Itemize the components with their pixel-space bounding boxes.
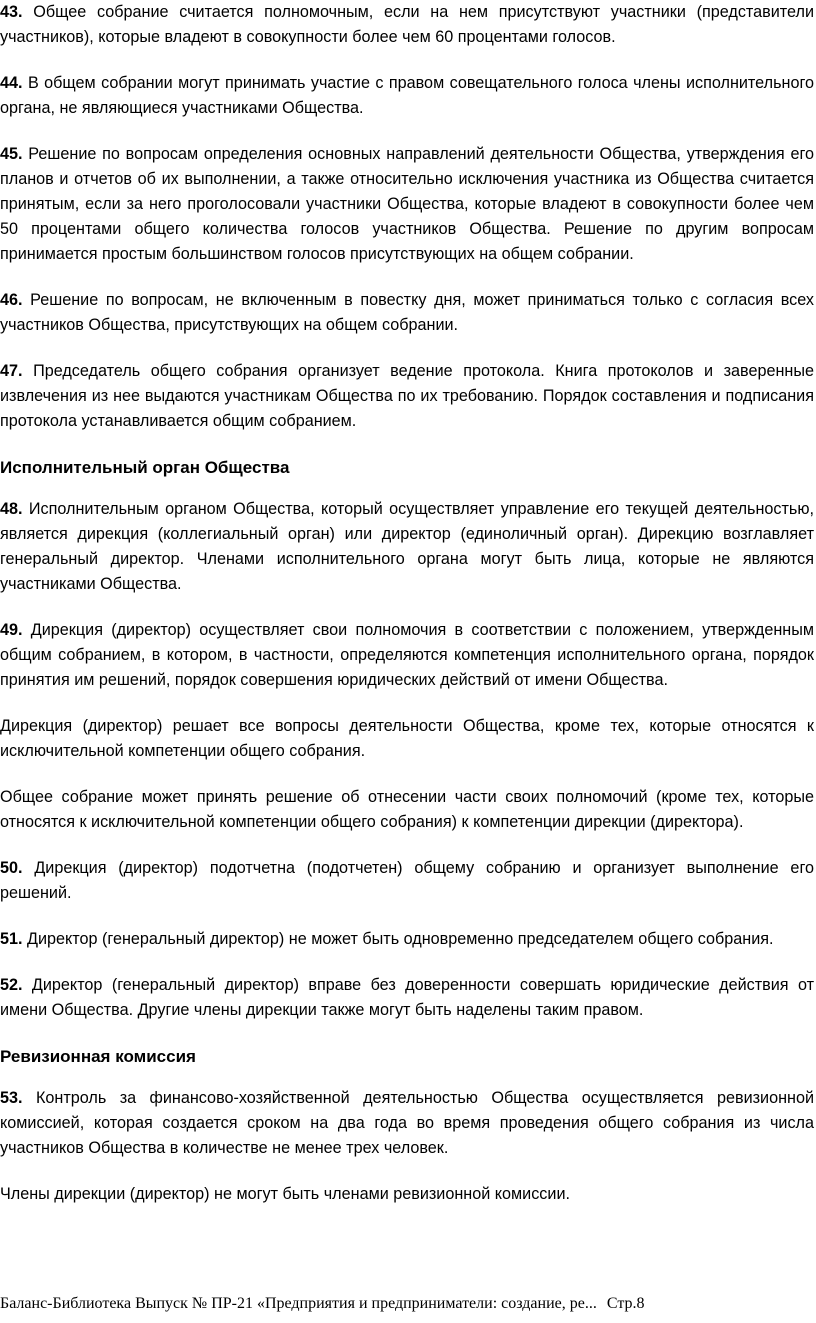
- paragraph-text: Решение по вопросам определения основных направлений деятельности Общества, утверждения его планов и отчетов об их выполнении, а также относительно исключения участника из Общества считается принятым, если за него проголосовали участники Общества, которые владеют в совокупности более чем 50 процентами общего количества голосов участников Общества. Решение по другим вопросам принимается простым большинством голосов присутствующих на общем собрании.: [0, 145, 814, 263]
- paragraph-46: [0, 288, 814, 338]
- paragraph-number: 51.: [0, 930, 23, 948]
- section-heading-executive-body: Исполнительный орган Общества: [0, 458, 290, 477]
- paragraph-text: Дирекция (директор) подотчетна (подотчетен) общему собранию и организует выполнение его решений.: [0, 859, 814, 902]
- section-heading-audit-commission: Ревизионная комиссия: [0, 1047, 196, 1066]
- paragraph-number: 50.: [0, 859, 23, 877]
- paragraph-51: [0, 927, 814, 952]
- paragraph-43: [0, 0, 814, 50]
- paragraph-number: 49.: [0, 621, 23, 639]
- paragraph-number: 45.: [0, 145, 23, 163]
- paragraph-50: [0, 856, 814, 906]
- paragraph-text: В общем собрании могут принимать участие с правом совещательного голоса члены исполнительного органа, не являющиеся участниками Общества.: [0, 74, 814, 117]
- paragraph-49-continued-2: Общее собрание может принять решение об отнесении части своих полномочий (кроме тех, которые относятся к исключительной компетенции общего собрания) к компетенции дирекции (директора).: [0, 788, 814, 831]
- paragraph-text: Председатель общего собрания организует ведение протокола. Книга протоколов и заверенные извлечения из нее выдаются участникам Общества по их требованию. Порядок составления и подписания протокола устанавливается общим собранием.: [0, 362, 815, 430]
- footer-source-title: Баланс-Библиотека Выпуск № ПР-21 «Предприятия и предприниматели: создание, ре...: [0, 1295, 597, 1312]
- paragraph-text: Решение по вопросам, не включенным в повестку дня, может приниматься только с согласия всех участников Общества, присутствующих на общем собрании.: [0, 291, 815, 334]
- paragraph-47: [0, 359, 814, 434]
- paragraph-text: Исполнительным органом Общества, который осуществляет управление его текущей деятельностью, является дирекция (коллегиальный орган) или директор (единоличный орган). Дирекцию возглавляет генеральный директор. Членами исполнительного органа могут быть лица, которые не являются участниками Общества.: [0, 500, 815, 593]
- paragraph-49-continued-1: Дирекция (директор) решает все вопросы деятельности Общества, кроме тех, которые относятся к исключительной компетенции общего собрания.: [0, 717, 814, 760]
- paragraph-text: Контроль за финансово-хозяйственной деятельностью Общества осуществляется ревизионной комиссией, которая создается сроком на два года во время проведения общего собрания из числа участников Общества в количестве не менее трех человек.: [0, 1089, 815, 1157]
- paragraph-number: 46.: [0, 291, 23, 309]
- paragraph-45: [0, 142, 814, 267]
- paragraph-49: [0, 618, 814, 693]
- paragraph-52: [0, 973, 814, 1023]
- paragraph-number: 48.: [0, 500, 23, 518]
- paragraph-text: Директор (генеральный директор) вправе без доверенности совершать юридические действия от имени Общества. Другие члены дирекции также могут быть наделены таким правом.: [0, 976, 814, 1019]
- paragraph-44: [0, 71, 814, 121]
- page-footer: [0, 1294, 816, 1314]
- paragraph-text: Дирекция (директор) осуществляет свои полномочия в соответствии с положением, утвержденным общим собранием, в котором, в частности, определяются компетенция исполнительного органа, порядок принятия им решений, порядок совершения юридических действий от имени Общества.: [0, 621, 815, 689]
- paragraph-53-continued: Члены дирекции (директор) не могут быть членами ревизионной комиссии.: [0, 1185, 570, 1203]
- paragraph-text: Общее собрание считается полномочным, если на нем присутствуют участники (представители участников), которые владеют в совокупности более чем 60 процентами голосов.: [0, 3, 814, 46]
- paragraph-48: [0, 497, 814, 597]
- paragraph-number: 53.: [0, 1089, 23, 1107]
- paragraph-number: 52.: [0, 976, 23, 994]
- footer-page-number: Стр.8: [606, 1295, 645, 1312]
- paragraph-number: 44.: [0, 74, 23, 92]
- paragraph-number: 43.: [0, 3, 23, 21]
- paragraph-53: [0, 1086, 814, 1161]
- paragraph-number: 47.: [0, 362, 23, 380]
- paragraph-text: Директор (генеральный директор) не может быть одновременно председателем общего собрания.: [27, 930, 774, 948]
